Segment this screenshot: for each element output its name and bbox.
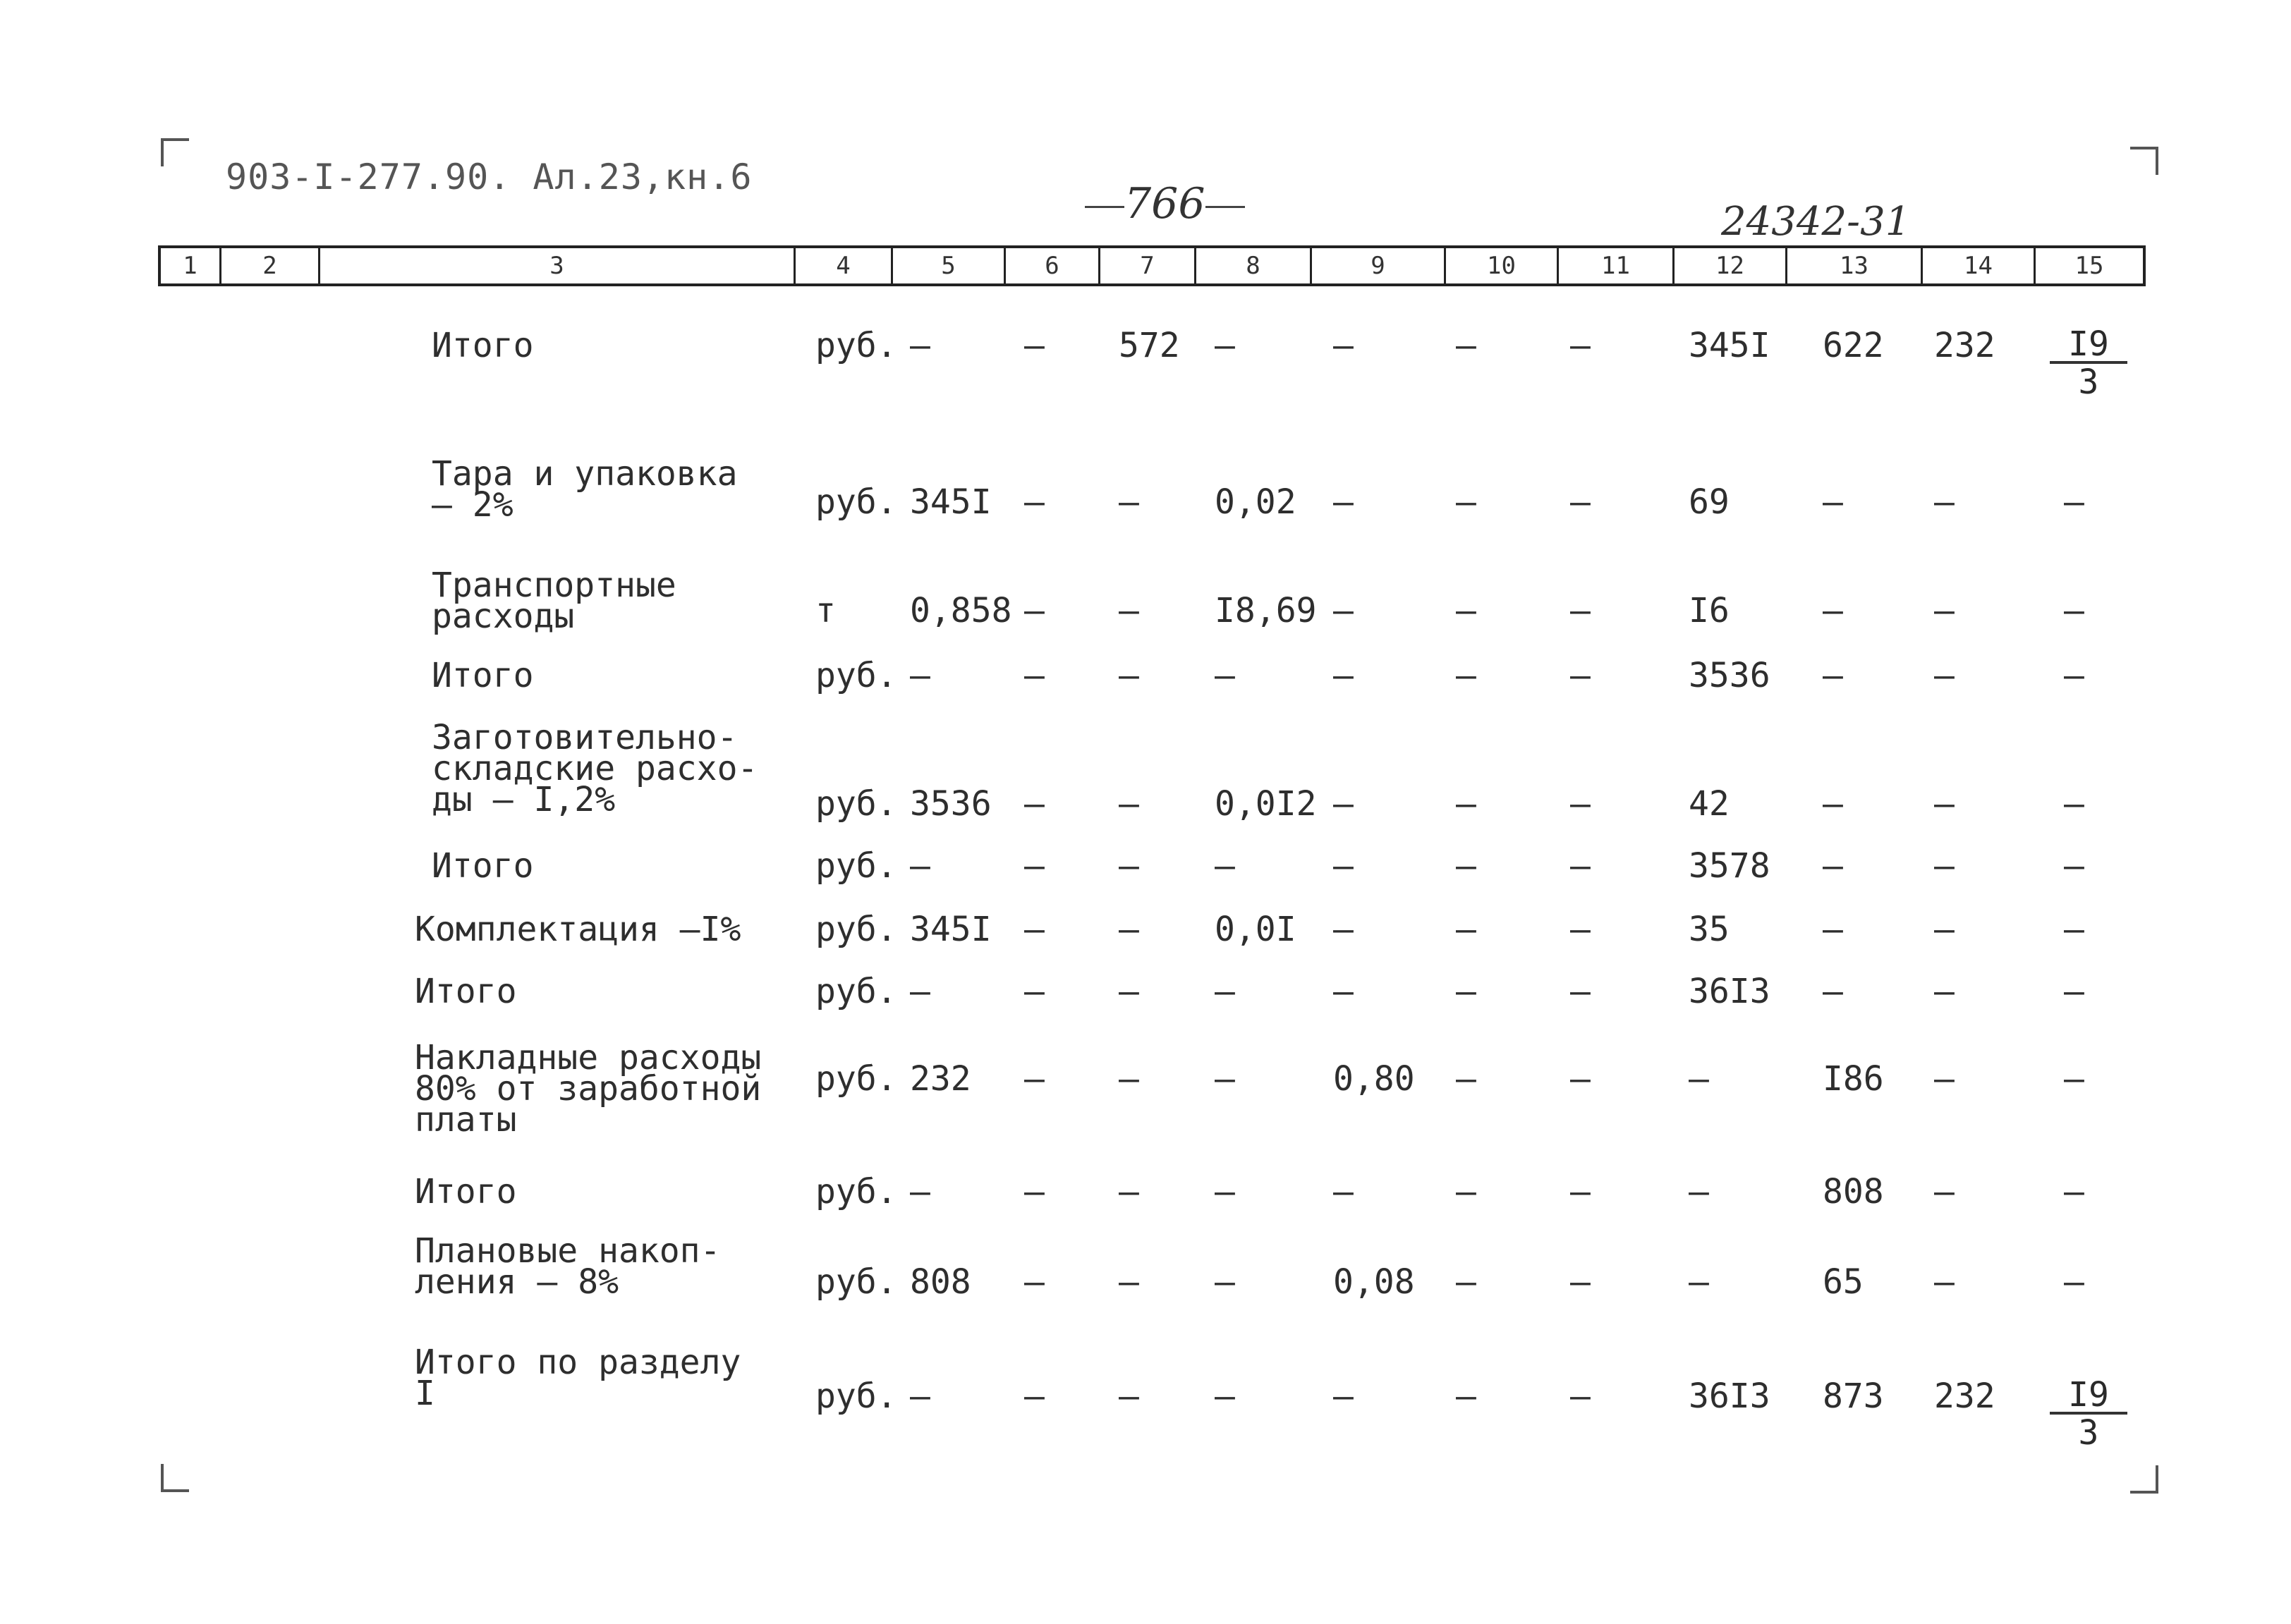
- value-cell-c8: 0,0I: [1215, 910, 1296, 949]
- column-header: 9: [1312, 248, 1446, 283]
- unit-cell: руб.: [815, 1172, 897, 1211]
- value-cell-c6: –: [1024, 1376, 1045, 1416]
- value-cell-c9: –: [1333, 910, 1354, 949]
- value-cell-c7: –: [1119, 591, 1139, 630]
- unit-cell: руб.: [815, 1059, 897, 1099]
- corner-mark-top-right: [2130, 147, 2158, 175]
- value-cell-c9: –: [1333, 326, 1354, 365]
- fraction-cell: [2050, 1375, 2127, 1453]
- fraction-denominator: 3: [2078, 1413, 2099, 1453]
- value-cell-c15: –: [2064, 1059, 2084, 1099]
- row-label: Накладные расходы 80% от заработной платы: [415, 1038, 762, 1140]
- value-cell-c5: 232: [910, 1059, 971, 1099]
- row-label: Итого: [432, 846, 534, 886]
- value-cell-c7: –: [1119, 1376, 1139, 1416]
- value-cell-c14: –: [1934, 784, 1955, 824]
- corner-mark-bottom-right: [2130, 1465, 2158, 1494]
- value-cell-c13: 808: [1823, 1172, 1884, 1211]
- value-cell-c8: 0,02: [1215, 482, 1296, 522]
- value-cell-c9: 0,80: [1333, 1059, 1415, 1099]
- value-cell-c9: 0,08: [1333, 1262, 1415, 1302]
- value-cell-c11: –: [1570, 326, 1591, 365]
- value-cell-c10: –: [1456, 972, 1476, 1011]
- corner-mark-bottom-left: [161, 1464, 189, 1492]
- column-header: 13: [1787, 248, 1923, 283]
- value-cell-c7: –: [1119, 1262, 1139, 1302]
- row-label: Транспортные расходы: [432, 566, 676, 636]
- column-header: 7: [1100, 248, 1196, 283]
- value-cell-c11: –: [1570, 784, 1591, 824]
- value-cell-c5: –: [910, 846, 930, 886]
- unit-cell: руб.: [815, 910, 897, 949]
- value-cell-c9: –: [1333, 1376, 1354, 1416]
- value-cell-c5: 345I: [910, 482, 992, 522]
- value-cell-c6: –: [1024, 591, 1045, 630]
- value-cell-c7: –: [1119, 846, 1139, 886]
- value-cell-c7: –: [1119, 656, 1139, 695]
- row-label: Итого: [432, 326, 534, 365]
- unit-cell: т: [815, 591, 836, 630]
- value-cell-c8: –: [1215, 656, 1235, 695]
- corner-mark-top-left: [161, 138, 189, 166]
- value-cell-c12: 345I: [1689, 326, 1770, 365]
- value-cell-c8: I8,69: [1215, 591, 1317, 630]
- unit-cell: руб.: [815, 326, 897, 365]
- row-label: Итого: [415, 1172, 517, 1211]
- value-cell-c15: –: [2064, 591, 2084, 630]
- value-cell-c5: –: [910, 1172, 930, 1211]
- value-cell-c14: –: [1934, 972, 1955, 1011]
- column-number-header: [158, 245, 2146, 286]
- column-header: 15: [2074, 252, 2104, 280]
- value-cell-c14: –: [1934, 1059, 1955, 1099]
- column-header: 3: [320, 248, 796, 283]
- value-cell-c10: –: [1456, 1172, 1476, 1211]
- row-label: Итого по разделу I: [415, 1343, 741, 1413]
- value-cell-c6: –: [1024, 656, 1045, 695]
- row-label: Итого: [415, 972, 517, 1011]
- value-cell-c6: –: [1024, 482, 1045, 522]
- value-cell-c11: –: [1570, 1262, 1591, 1302]
- value-cell-c10: –: [1456, 591, 1476, 630]
- value-cell-c7: –: [1119, 972, 1139, 1011]
- value-cell-c5: 808: [910, 1262, 971, 1302]
- value-cell-c6: –: [1024, 1059, 1045, 1099]
- value-cell-c6: –: [1024, 1262, 1045, 1302]
- value-cell-c11: –: [1570, 482, 1591, 522]
- value-cell-c8: –: [1215, 1172, 1235, 1211]
- value-cell-c6: –: [1024, 784, 1045, 824]
- value-cell-c5: 3536: [910, 784, 992, 824]
- unit-cell: руб.: [815, 656, 897, 695]
- value-cell-c15: –: [2064, 1172, 2084, 1211]
- value-cell-c12: 69: [1689, 482, 1730, 522]
- value-cell-c7: –: [1119, 1059, 1139, 1099]
- value-cell-c10: –: [1456, 326, 1476, 365]
- column-header: 8: [1196, 248, 1312, 283]
- value-cell-c10: –: [1456, 1376, 1476, 1416]
- value-cell-c13: –: [1823, 784, 1843, 824]
- value-cell-c9: –: [1333, 591, 1354, 630]
- fraction-numerator: I9: [2050, 1378, 2127, 1415]
- value-cell-c11: –: [1570, 972, 1591, 1011]
- value-cell-c7: –: [1119, 1172, 1139, 1211]
- value-cell-c12: –: [1689, 1262, 1709, 1302]
- value-cell-c11: –: [1570, 910, 1591, 949]
- value-cell-c10: –: [1456, 1262, 1476, 1302]
- value-cell-c12: 35: [1689, 910, 1730, 949]
- column-header: 4: [796, 248, 893, 283]
- value-cell-c13: 622: [1823, 326, 1884, 365]
- value-cell-c9: –: [1333, 482, 1354, 522]
- value-cell-c14: –: [1934, 1172, 1955, 1211]
- value-cell-c5: –: [910, 972, 930, 1011]
- value-cell-c8: –: [1215, 846, 1235, 886]
- value-cell-c6: –: [1024, 846, 1045, 886]
- unit-cell: руб.: [815, 972, 897, 1011]
- fraction-cell: [2050, 324, 2127, 402]
- value-cell-c15: –: [2064, 482, 2084, 522]
- value-cell-c13: I86: [1823, 1059, 1884, 1099]
- column-header: 5: [893, 248, 1006, 283]
- value-cell-c5: –: [910, 1376, 930, 1416]
- value-cell-c7: –: [1119, 784, 1139, 824]
- value-cell-c10: –: [1456, 1059, 1476, 1099]
- value-cell-c6: –: [1024, 972, 1045, 1011]
- value-cell-c15: –: [2064, 784, 2084, 824]
- value-cell-c13: –: [1823, 846, 1843, 886]
- value-cell-c10: –: [1456, 784, 1476, 824]
- value-cell-c12: I6: [1689, 591, 1730, 630]
- column-header: 12: [1675, 248, 1787, 283]
- value-cell-c14: –: [1934, 656, 1955, 695]
- sheet-code: 24342-31: [1721, 199, 1911, 245]
- value-cell-c9: –: [1333, 1172, 1354, 1211]
- value-cell-c12: 36I3: [1689, 1376, 1770, 1416]
- value-cell-c8: –: [1215, 1262, 1235, 1302]
- value-cell-c5: 345I: [910, 910, 992, 949]
- value-cell-c6: –: [1024, 326, 1045, 365]
- value-cell-c13: 65: [1823, 1262, 1864, 1302]
- value-cell-c12: 3578: [1689, 846, 1770, 886]
- fraction-numerator: I9: [2050, 327, 2127, 364]
- document-number: 903-I-277.90. Ал.23,кн.6: [226, 157, 753, 197]
- value-cell-c13: 873: [1823, 1376, 1884, 1416]
- fraction-denominator: 3: [2078, 362, 2099, 402]
- value-cell-c8: 0,0I2: [1215, 784, 1317, 824]
- value-cell-c8: –: [1215, 1376, 1235, 1416]
- value-cell-c15: –: [2064, 910, 2084, 949]
- column-header: 14: [1923, 248, 2036, 283]
- column-header: 1: [161, 248, 221, 283]
- value-cell-c11: –: [1570, 591, 1591, 630]
- value-cell-c8: –: [1215, 972, 1235, 1011]
- value-cell-c13: –: [1823, 482, 1843, 522]
- value-cell-c15: –: [2064, 846, 2084, 886]
- value-cell-c6: –: [1024, 910, 1045, 949]
- value-cell-c14: –: [1934, 591, 1955, 630]
- value-cell-c5: –: [910, 326, 930, 365]
- column-header: 2: [221, 248, 320, 283]
- value-cell-c12: 3536: [1689, 656, 1770, 695]
- value-cell-c10: –: [1456, 910, 1476, 949]
- value-cell-c14: 232: [1934, 326, 1995, 365]
- unit-cell: руб.: [815, 784, 897, 824]
- value-cell-c12: –: [1689, 1172, 1709, 1211]
- column-header: 6: [1006, 248, 1100, 283]
- row-label: Итого: [432, 656, 534, 695]
- value-cell-c9: –: [1333, 972, 1354, 1011]
- value-cell-c7: –: [1119, 482, 1139, 522]
- value-cell-c15: –: [2064, 1262, 2084, 1302]
- value-cell-c5: –: [910, 656, 930, 695]
- page-number-text: 766: [1124, 179, 1205, 228]
- value-cell-c8: –: [1215, 1059, 1235, 1099]
- value-cell-c11: –: [1570, 1376, 1591, 1416]
- value-cell-c7: –: [1119, 910, 1139, 949]
- value-cell-c11: –: [1570, 1059, 1591, 1099]
- value-cell-c11: –: [1570, 846, 1591, 886]
- value-cell-c15: –: [2064, 972, 2084, 1011]
- value-cell-c13: –: [1823, 972, 1843, 1011]
- value-cell-c13: –: [1823, 910, 1843, 949]
- value-cell-c9: –: [1333, 846, 1354, 886]
- value-cell-c12: 42: [1689, 784, 1730, 824]
- column-header: 11: [1559, 248, 1675, 283]
- value-cell-c12: 36I3: [1689, 972, 1770, 1011]
- value-cell-c12: –: [1689, 1059, 1709, 1099]
- value-cell-c14: –: [1934, 846, 1955, 886]
- value-cell-c7: 572: [1119, 326, 1180, 365]
- value-cell-c14: 232: [1934, 1376, 1995, 1416]
- row-label: Тара и упаковка – 2%: [432, 454, 738, 525]
- value-cell-c14: –: [1934, 910, 1955, 949]
- value-cell-c13: –: [1823, 656, 1843, 695]
- value-cell-c14: –: [1934, 482, 1955, 522]
- value-cell-c8: –: [1215, 326, 1235, 365]
- value-cell-c15: –: [2064, 656, 2084, 695]
- value-cell-c9: –: [1333, 784, 1354, 824]
- value-cell-c11: –: [1570, 656, 1591, 695]
- page-number: [1085, 179, 1245, 228]
- value-cell-c9: –: [1333, 656, 1354, 695]
- value-cell-c6: –: [1024, 1172, 1045, 1211]
- value-cell-c14: –: [1934, 1262, 1955, 1302]
- row-label: Заготовительно- складские расхо- ды – I,2%: [432, 718, 758, 819]
- value-cell-c13: –: [1823, 591, 1843, 630]
- unit-cell: руб.: [815, 1376, 897, 1416]
- unit-cell: руб.: [815, 1262, 897, 1302]
- value-cell-c5: 0,858: [910, 591, 1012, 630]
- value-cell-c10: –: [1456, 482, 1476, 522]
- column-header: 10: [1446, 248, 1559, 283]
- row-label: Комплектация –I%: [415, 910, 741, 949]
- value-cell-c10: –: [1456, 846, 1476, 886]
- value-cell-c11: –: [1570, 1172, 1591, 1211]
- value-cell-c10: –: [1456, 656, 1476, 695]
- unit-cell: руб.: [815, 846, 897, 886]
- unit-cell: руб.: [815, 482, 897, 522]
- row-label: Плановые накоп- ления – 8%: [415, 1231, 721, 1302]
